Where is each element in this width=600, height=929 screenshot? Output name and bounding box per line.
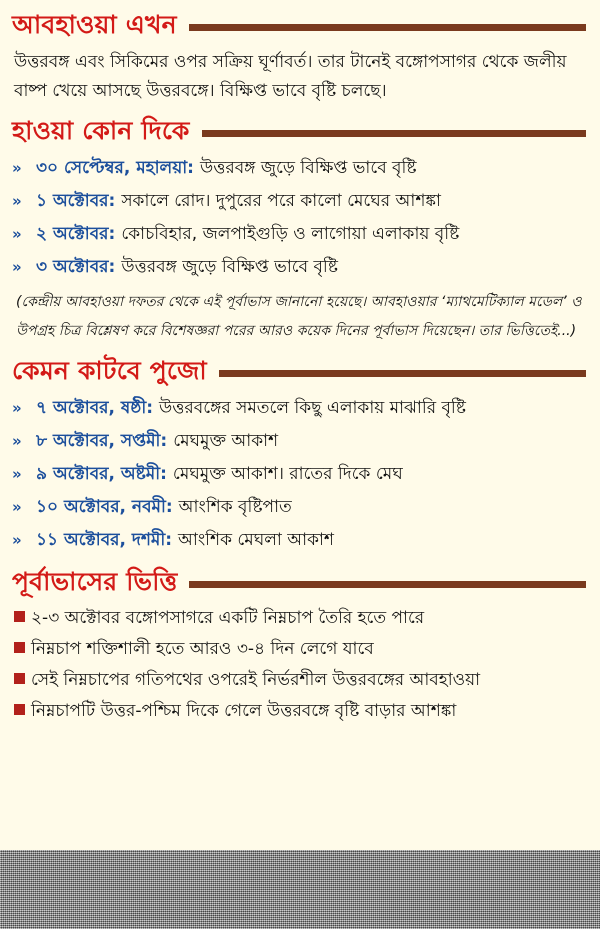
section-rule (202, 130, 586, 137)
list-item (12, 392, 586, 425)
wind-forecast-list (12, 152, 586, 284)
list-item (12, 185, 586, 218)
list-item (12, 152, 586, 185)
list-item (12, 458, 586, 491)
forecast-date: ৩ অক্টোবর (36, 257, 109, 277)
basis-text: সেই নিম্নচাপের গতিপথের ওপরেই নির্ভরশীল উত্তরবঙ্গের আবহাওয়া (31, 670, 481, 690)
forecast-desc: আংশিক বৃষ্টিপাত (178, 497, 292, 517)
square-bullet-icon (14, 673, 25, 684)
separator: : (187, 158, 194, 178)
section-rule (219, 370, 586, 377)
forecast-desc: সকালে রোদ। দুপুরের পরে কালো মেঘের আশঙ্কা (121, 191, 441, 211)
cropped-image-noise (0, 850, 600, 929)
section-title: কেমন কাটবে পুজো (12, 355, 207, 385)
double-chevron-icon: » (12, 465, 19, 483)
basis-text: নিম্নচাপটি উত্তর-পশ্চিম দিকে গেলে উত্তরবঙ্গে বৃষ্টি বাড়ার আশঙ্কা (31, 701, 457, 721)
square-bullet-icon (14, 642, 25, 653)
separator: : (165, 530, 173, 550)
forecast-desc: মেঘমুক্ত আকাশ (173, 431, 279, 451)
section-current-weather-header (12, 6, 586, 46)
list-item (12, 218, 586, 251)
forecast-date: ৮ অক্টোবর, সপ্তমী (36, 431, 161, 451)
basis-text: ২-৩ অক্টোবর বঙ্গোপসাগরে একটি নিম্নচাপ তৈরি হতে পারে (31, 608, 425, 628)
list-item (12, 251, 586, 284)
section-rule (189, 24, 586, 31)
source-note: (কেন্দ্রীয় আবহাওয়া দফতর থেকে এই পূর্বাভাস জানানো হয়েছে। আবহাওয়ার ‘ম্যাথমেটিক্যাল মডেল’ ও উপগ্রহ চিত্র বিশ্লেষণ করে বিশেষজ্ঞরা পরের আরও কয়েক দিনের পূর্বাভাস দিয়েছেন। তার ভিত্তিতেই...) (16, 294, 582, 339)
double-chevron-icon: » (12, 399, 19, 417)
forecast-date: ১০ অক্টোবর, নবমী (36, 497, 166, 517)
forecast-desc: মেঘমুক্ত আকাশ। রাতের দিকে মেঘ (172, 464, 403, 484)
square-bullet-icon (14, 611, 25, 622)
list-item (14, 665, 586, 696)
section-title: আবহাওয়া এখন (12, 9, 177, 39)
list-item (12, 491, 586, 524)
forecast-desc: উত্তরবঙ্গের সমতলে কিছু এলাকায় মাঝারি বৃষ্টি (159, 398, 466, 418)
double-chevron-icon: » (12, 432, 19, 450)
basis-text: নিম্নচাপ শক্তিশালী হতে আরও ৩-৪ দিন লেগে যাবে (31, 639, 374, 659)
section-wind-direction-header (12, 112, 586, 152)
forecast-desc: আংশিক মেঘলা আকাশ (178, 530, 334, 550)
double-chevron-icon: » (12, 192, 19, 210)
double-chevron-icon: » (12, 258, 19, 276)
forecast-date: ৩০ সেপ্টেম্বর, মহালয়া (36, 158, 188, 178)
separator: : (160, 431, 168, 451)
square-bullet-icon (14, 704, 25, 715)
section-title: হাওয়া কোন দিকে (12, 115, 190, 145)
separator: : (108, 224, 116, 244)
list-item (12, 425, 586, 458)
forecast-date: ১১ অক্টোবর, দশমী (36, 530, 166, 550)
forecast-desc: কোচবিহার, জলপাইগুড়ি ও লাগোয়া এলাকায় বৃষ্টি (121, 224, 460, 244)
forecast-date: ২ অক্টোবর (36, 224, 109, 244)
section-title: পূর্বাভাসের ভিত্তি (12, 566, 178, 596)
separator: : (160, 464, 167, 484)
double-chevron-icon: » (12, 225, 19, 243)
separator: : (146, 398, 154, 418)
separator: : (108, 191, 116, 211)
separator: : (108, 257, 116, 277)
separator: : (165, 497, 173, 517)
forecast-date: ৭ অক্টোবর, ষষ্ঠী (36, 398, 147, 418)
puja-forecast-list (12, 392, 586, 557)
section-puja-header (12, 352, 586, 392)
list-item (12, 524, 586, 557)
forecast-date: ১ অক্টোবর (36, 191, 109, 211)
list-item (14, 634, 586, 665)
double-chevron-icon: » (12, 531, 19, 549)
double-chevron-icon: » (12, 159, 19, 177)
forecast-desc: উত্তরবঙ্গ জুড়ে বিক্ষিপ্ত ভাবে বৃষ্টি (199, 158, 417, 178)
forecast-date: ৯ অক্টোবর, অষ্টমী (36, 464, 161, 484)
basis-list (12, 603, 586, 727)
double-chevron-icon: » (12, 498, 19, 516)
section-basis-header (12, 563, 586, 603)
list-item (14, 603, 586, 634)
current-weather-text: উত্তরবঙ্গ এবং সিকিমের ওপর সক্রিয় ঘূর্ণাবর্ত। তার টানেই বঙ্গোপসাগর থেকে জলীয় বাষ্প খেয়ে আসছে উত্তরবঙ্গে। বিক্ষিপ্ত ভাবে বৃষ্টি চলছে। (14, 52, 567, 101)
section-rule (189, 581, 586, 588)
list-item (14, 696, 586, 727)
forecast-desc: উত্তরবঙ্গ জুড়ে বিক্ষিপ্ত ভাবে বৃষ্টি (121, 257, 338, 277)
